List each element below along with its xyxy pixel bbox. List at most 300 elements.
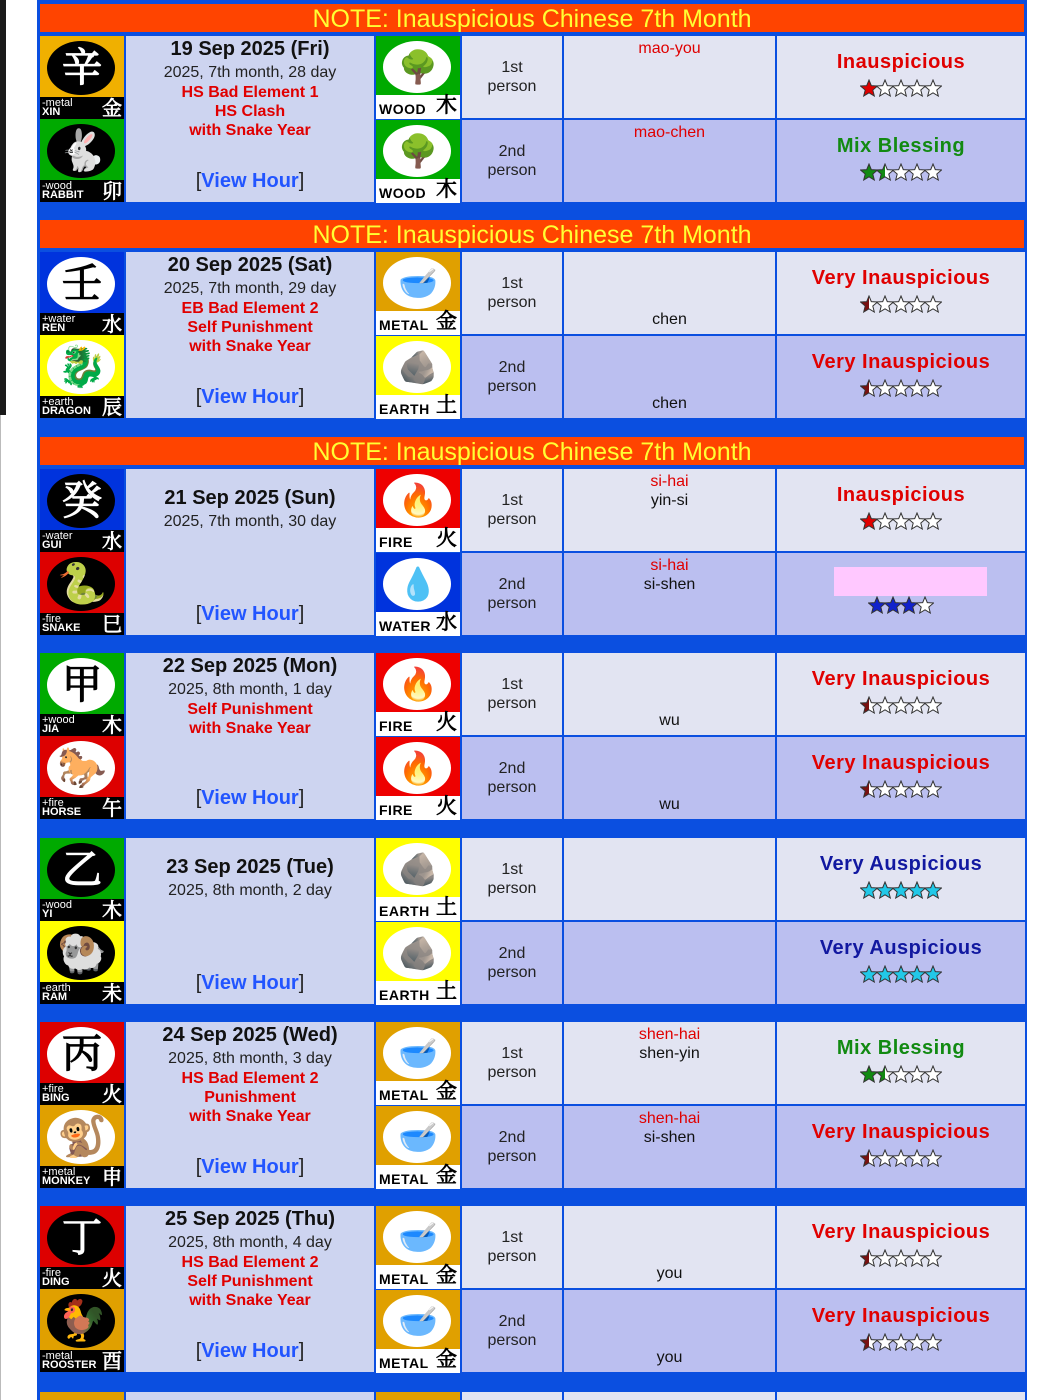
star-icon [877,694,893,715]
person-ordinal: 1st [501,1045,523,1062]
result-cell [777,336,1025,418]
fire-element-icon [376,653,460,736]
person-ordinal: 1st [501,275,523,292]
person-cell [462,737,562,819]
inauspicious-month-note: NOTE: Inauspicious Chinese 7th Month [40,437,1024,465]
person-cell [462,120,562,202]
icon-glyph: 癸 [62,477,102,524]
rabbit-icon [40,119,124,202]
result-blank [834,567,987,596]
element-name: FIRE [379,802,413,818]
star-icon [925,1331,941,1352]
view-hour-link: [View Hour] [195,972,305,994]
view-hour-anchor[interactable]: View Hour [201,1340,299,1362]
star-icon [877,1063,893,1084]
day-date: 25 Sep 2025 (Thu) [164,1208,336,1230]
next-day-cell [777,1392,1025,1400]
day-date: 21 Sep 2025 (Sun) [164,487,336,509]
element-chinese: 土 [436,894,457,919]
icon-element-label: +fire [42,1083,64,1095]
result-label: Very Auspicious [819,937,983,959]
next-day-cell [376,1392,460,1400]
star-icon [861,1331,877,1352]
icon-label-bar [40,1267,124,1289]
result-label: Inauspicious [836,51,966,73]
result-label: Very Inauspicious [811,668,991,690]
pillar-icons [40,838,124,1004]
result-label: Very Inauspicious [811,1305,991,1327]
element-label-bar [376,793,460,820]
icon-label-bar [40,180,124,202]
person-cell [462,1206,562,1288]
star-icon [909,161,925,182]
person-word: person [487,1064,537,1081]
icon-chinese-glyph: 木 [102,898,122,921]
element-label-bar [376,894,460,921]
next-day-cell [462,1392,562,1400]
element-symbol: 🌳 [398,49,438,85]
star-icon [909,293,925,314]
icon-name-label: ROOSTER [42,1359,97,1371]
star-icon [909,1063,925,1084]
day-info-cell [126,1022,374,1188]
rating-stars [777,779,1025,799]
element-label-bar [376,978,460,1005]
star-icon [909,778,925,799]
icon-glyph: 🐏 [57,929,107,976]
relation-combo: wu [659,796,680,813]
person-ordinal: 1st [501,492,523,509]
relation-cell [564,1106,775,1188]
icon-name-label: GUI [42,539,62,551]
result-label: Very Inauspicious [811,752,991,774]
ram-icon [40,921,124,1004]
person-label [462,142,562,180]
rating-stars [777,880,1025,900]
element-label-bar [376,525,460,552]
lunar-date: 2025, 7th month, 30 day [163,513,337,530]
element-cell [376,838,460,921]
icon-element-label: +fire [42,797,64,809]
left-divider [0,415,1,1400]
gui-stem-icon [40,469,124,552]
star-icon [925,77,941,98]
rating-stars [777,378,1025,398]
view-hour-anchor[interactable]: View Hour [201,1156,299,1178]
star-icon [909,694,925,715]
star-icon [893,77,909,98]
person-ordinal: 1st [501,861,523,878]
icon-element-label: -metal [42,1350,73,1362]
icon-name-label: DING [42,1276,70,1288]
inauspicious-month-note: NOTE: Inauspicious Chinese 7th Month [40,4,1024,32]
day-info-cell [126,1206,374,1372]
element-label-bar [376,392,460,419]
relation-clash: si-hai [650,557,689,574]
star-icon [893,963,909,984]
star-icon [925,161,941,182]
element-symbol: 🥣 [398,1219,438,1255]
relation-cell [564,336,775,418]
icon-name-label: YI [42,908,53,920]
icon-element-label: -wood [42,180,72,192]
icon-element-label: -fire [42,613,61,625]
view-hour-link: [View Hour] [195,170,305,192]
star-icon [925,1247,941,1268]
icon-name-label: SNAKE [42,622,81,634]
icon-glyph: 乙 [62,846,102,893]
element-chinese: 金 [436,1262,457,1287]
star-icon [893,778,909,799]
icon-name-label: REN [42,322,66,334]
star-icon [861,1247,877,1268]
star-icon [877,1331,893,1352]
day-warning: with Snake Year [189,338,311,355]
star-icon [925,1147,941,1168]
element-cell [376,553,460,636]
xin-stem-icon [40,36,124,119]
next-day-cell [126,1392,374,1400]
star-icon [893,161,909,182]
icon-chinese-glyph: 辰 [102,395,122,418]
result-label: Mix Blessing [836,1037,966,1059]
star-icon [861,510,877,531]
star-icon [877,963,893,984]
icon-element-label: -fire [42,1267,61,1279]
element-name: EARTH [379,401,430,417]
rating-stars [777,1332,1025,1352]
icon-chinese-glyph: 水 [102,529,122,552]
icon-label-bar [40,1166,124,1188]
icon-glyph: 🐓 [57,1297,107,1344]
person-word: person [487,880,537,897]
relation-combo: shen-yin [639,1045,700,1062]
result-cell [777,653,1025,735]
element-symbol: 🌳 [398,133,438,169]
icon-name-label: XIN [42,106,61,118]
day-date: 22 Sep 2025 (Mon) [162,655,338,677]
element-chinese: 土 [436,978,457,1003]
relation-clash: si-hai [650,473,689,490]
icon-label-bar [40,530,124,552]
icon-glyph: 🐍 [57,560,107,607]
day-date: 23 Sep 2025 (Tue) [166,856,334,878]
star-icon [893,1147,909,1168]
next-day-cell [40,1392,124,1400]
star-icon [877,510,893,531]
person-word: person [487,294,537,311]
day-warning: HS Bad Element 2 [181,1070,319,1087]
result-cell [777,120,1025,202]
element-label-bar [376,92,460,119]
relation-combo: si-shen [643,576,696,593]
star-icon [893,694,909,715]
icon-chinese-glyph: 水 [102,312,122,335]
day-info-cell [126,653,374,819]
person-word: person [487,1148,537,1165]
view-hour-anchor[interactable]: View Hour [201,170,299,192]
element-symbol: 🔥 [398,666,438,702]
element-cell [376,120,460,203]
star-icon [861,77,877,98]
element-symbol: 🥣 [398,1035,438,1071]
person-ordinal: 2nd [498,143,526,160]
dragon-icon [40,335,124,418]
star-icon [885,594,901,615]
icon-chinese-glyph: 卯 [102,179,122,202]
relation-combo: chen [652,311,687,328]
star-icon [925,879,941,900]
metal-element-icon [376,252,460,335]
star-icon [925,510,941,531]
star-icon [893,293,909,314]
icon-glyph: 甲 [62,661,102,708]
day-warning: Self Punishment [187,701,313,718]
icon-label-bar [40,714,124,736]
day-warning: HS Bad Element 2 [181,1254,319,1271]
element-symbol: 🔥 [398,750,438,786]
icon-chinese-glyph: 申 [102,1165,122,1188]
person-label [462,1228,562,1266]
element-symbol: 💧 [398,566,438,602]
rating-stars [777,78,1025,98]
element-label-bar [376,176,460,203]
person-cell [462,1022,562,1104]
icon-label-bar [40,613,124,635]
element-cell [376,653,460,736]
result-label: Inauspicious [836,484,966,506]
person-label [462,58,562,96]
icon-element-label: -wood [42,899,72,911]
element-symbol: 🥣 [398,1303,438,1339]
icon-element-label: +earth [42,396,74,408]
relation-combo: yin-si [650,492,689,509]
day-warning: HS Bad Element 1 [181,84,319,101]
relation-clash: shen-hai [638,1026,701,1043]
relation-combo: si-shen [643,1129,696,1146]
relation-combo: chen [652,395,687,412]
view-hour-anchor[interactable]: View Hour [201,787,299,809]
wood-element-icon [376,120,460,203]
icon-glyph: 🐎 [57,744,107,791]
result-cell [777,838,1025,920]
yi-stem-icon [40,838,124,921]
rooster-icon [40,1289,124,1372]
day-date: 20 Sep 2025 (Sat) [167,254,333,276]
element-cell [376,1206,460,1289]
icon-glyph: 🐒 [57,1113,107,1160]
relation-cell [564,1206,775,1288]
ren-stem-icon [40,252,124,335]
person-cell [462,1290,562,1372]
relation-clash: mao-you [638,40,701,57]
person-cell [462,469,562,551]
day-date: 19 Sep 2025 (Fri) [170,38,330,60]
star-icon [901,594,917,615]
view-hour-anchor[interactable]: View Hour [201,603,299,625]
element-name: METAL [379,1355,429,1371]
relation-cell [564,469,775,551]
result-cell [777,922,1025,1004]
metal-element-icon [376,1290,460,1373]
person-word: person [487,378,537,395]
lunar-date: 2025, 8th month, 1 day [168,681,332,698]
person-ordinal: 1st [501,1229,523,1246]
icon-glyph: 丁 [62,1214,102,1261]
element-label-bar [376,308,460,335]
ding-stem-icon [40,1206,124,1289]
element-cell [376,922,460,1005]
person-label [462,1312,562,1350]
result-label: Very Auspicious [819,853,983,875]
next-day-cell [564,1392,775,1400]
pillar-icons [40,252,124,418]
icon-name-label: DRAGON [42,405,91,417]
icon-glyph: 🐇 [57,127,107,174]
day-info-cell [126,36,374,202]
person-label [462,860,562,898]
element-name: WOOD [379,101,427,117]
star-icon [861,963,877,984]
person-word: person [487,779,537,796]
result-label: Mix Blessing [836,135,966,157]
icon-element-label: -metal [42,97,73,109]
element-cell [376,1290,460,1373]
relation-cell [564,1022,775,1104]
element-name: FIRE [379,718,413,734]
element-name: METAL [379,1087,429,1103]
day-warning: with Snake Year [189,720,311,737]
person-cell [462,36,562,118]
rating-stars [777,595,1025,615]
element-label-bar [376,709,460,736]
icon-glyph: 辛 [62,44,102,91]
day-warning: Self Punishment [187,1273,313,1290]
icon-label-bar [40,982,124,1004]
day-warning: HS Clash [214,103,286,120]
star-icon [893,1063,909,1084]
result-cell [777,1106,1025,1188]
star-icon [877,293,893,314]
rating-stars [777,1148,1025,1168]
person-label [462,1128,562,1166]
result-cell [777,1206,1025,1288]
star-icon [861,1063,877,1084]
person-label [462,759,562,797]
icon-label-bar [40,1083,124,1105]
star-icon [861,778,877,799]
person-cell [462,1106,562,1188]
element-label-bar [376,1078,460,1105]
relation-cell [564,922,775,1004]
person-word: person [487,595,537,612]
element-name: WATER [379,618,432,634]
star-icon [861,1147,877,1168]
element-cell [376,1022,460,1105]
rating-stars [777,162,1025,182]
star-icon [925,293,941,314]
star-icon [861,377,877,398]
relation-combo: you [656,1265,683,1282]
element-chinese: 木 [436,176,457,201]
pillar-icons [40,36,124,202]
icon-chinese-glyph: 未 [102,981,122,1004]
icon-label-bar [40,396,124,418]
person-label [462,675,562,713]
star-icon [909,77,925,98]
person-word: person [487,1248,537,1265]
element-label-bar [376,1162,460,1189]
star-icon [861,879,877,900]
view-hour-anchor[interactable]: View Hour [201,972,299,994]
element-chinese: 土 [436,392,457,417]
rating-stars [777,1248,1025,1268]
pillar-icons [40,1206,124,1372]
day-info-cell [126,469,374,635]
person-word: person [487,78,537,95]
person-word: person [487,695,537,712]
lunar-date: 2025, 8th month, 2 day [168,882,332,899]
icon-chinese-glyph: 金 [102,96,122,119]
star-icon [877,77,893,98]
person-label [462,358,562,396]
star-icon [925,963,941,984]
element-chinese: 火 [436,793,457,818]
relation-cell [564,120,775,202]
person-ordinal: 2nd [498,359,526,376]
result-cell [777,737,1025,819]
element-symbol: 🪨 [398,349,438,385]
inauspicious-month-note: NOTE: Inauspicious Chinese 7th Month [40,220,1024,248]
element-label-bar [376,1262,460,1289]
star-icon [893,1247,909,1268]
lunar-date: 2025, 8th month, 3 day [168,1050,332,1067]
lunar-date: 2025, 7th month, 29 day [163,280,337,297]
element-cell [376,252,460,335]
rating-stars [777,294,1025,314]
day-warning: Punishment [204,1089,296,1106]
icon-glyph: 壬 [62,260,102,307]
star-icon [877,1147,893,1168]
person-cell [462,838,562,920]
element-cell [376,469,460,552]
element-cell [376,336,460,419]
icon-label-bar [40,899,124,921]
element-symbol: 🥣 [398,265,438,301]
left-scroll-edge [0,0,6,415]
star-icon [877,778,893,799]
relation-clash: shen-hai [638,1110,701,1127]
star-icon [909,879,925,900]
icon-chinese-glyph: 火 [102,1082,122,1105]
snake-icon [40,552,124,635]
icon-name-label: BING [42,1092,70,1104]
view-hour-link: [View Hour] [195,1156,305,1178]
fire-element-icon [376,469,460,552]
element-chinese: 金 [436,1346,457,1371]
rating-stars [777,511,1025,531]
view-hour-anchor[interactable]: View Hour [201,386,299,408]
metal-element-icon [376,1022,460,1105]
icon-chinese-glyph: 火 [102,1266,122,1289]
bing-stem-icon [40,1022,124,1105]
day-info-cell [126,252,374,418]
star-icon [925,778,941,799]
element-name: METAL [379,1271,429,1287]
star-icon [909,1147,925,1168]
person-word: person [487,162,537,179]
person-label [462,274,562,312]
